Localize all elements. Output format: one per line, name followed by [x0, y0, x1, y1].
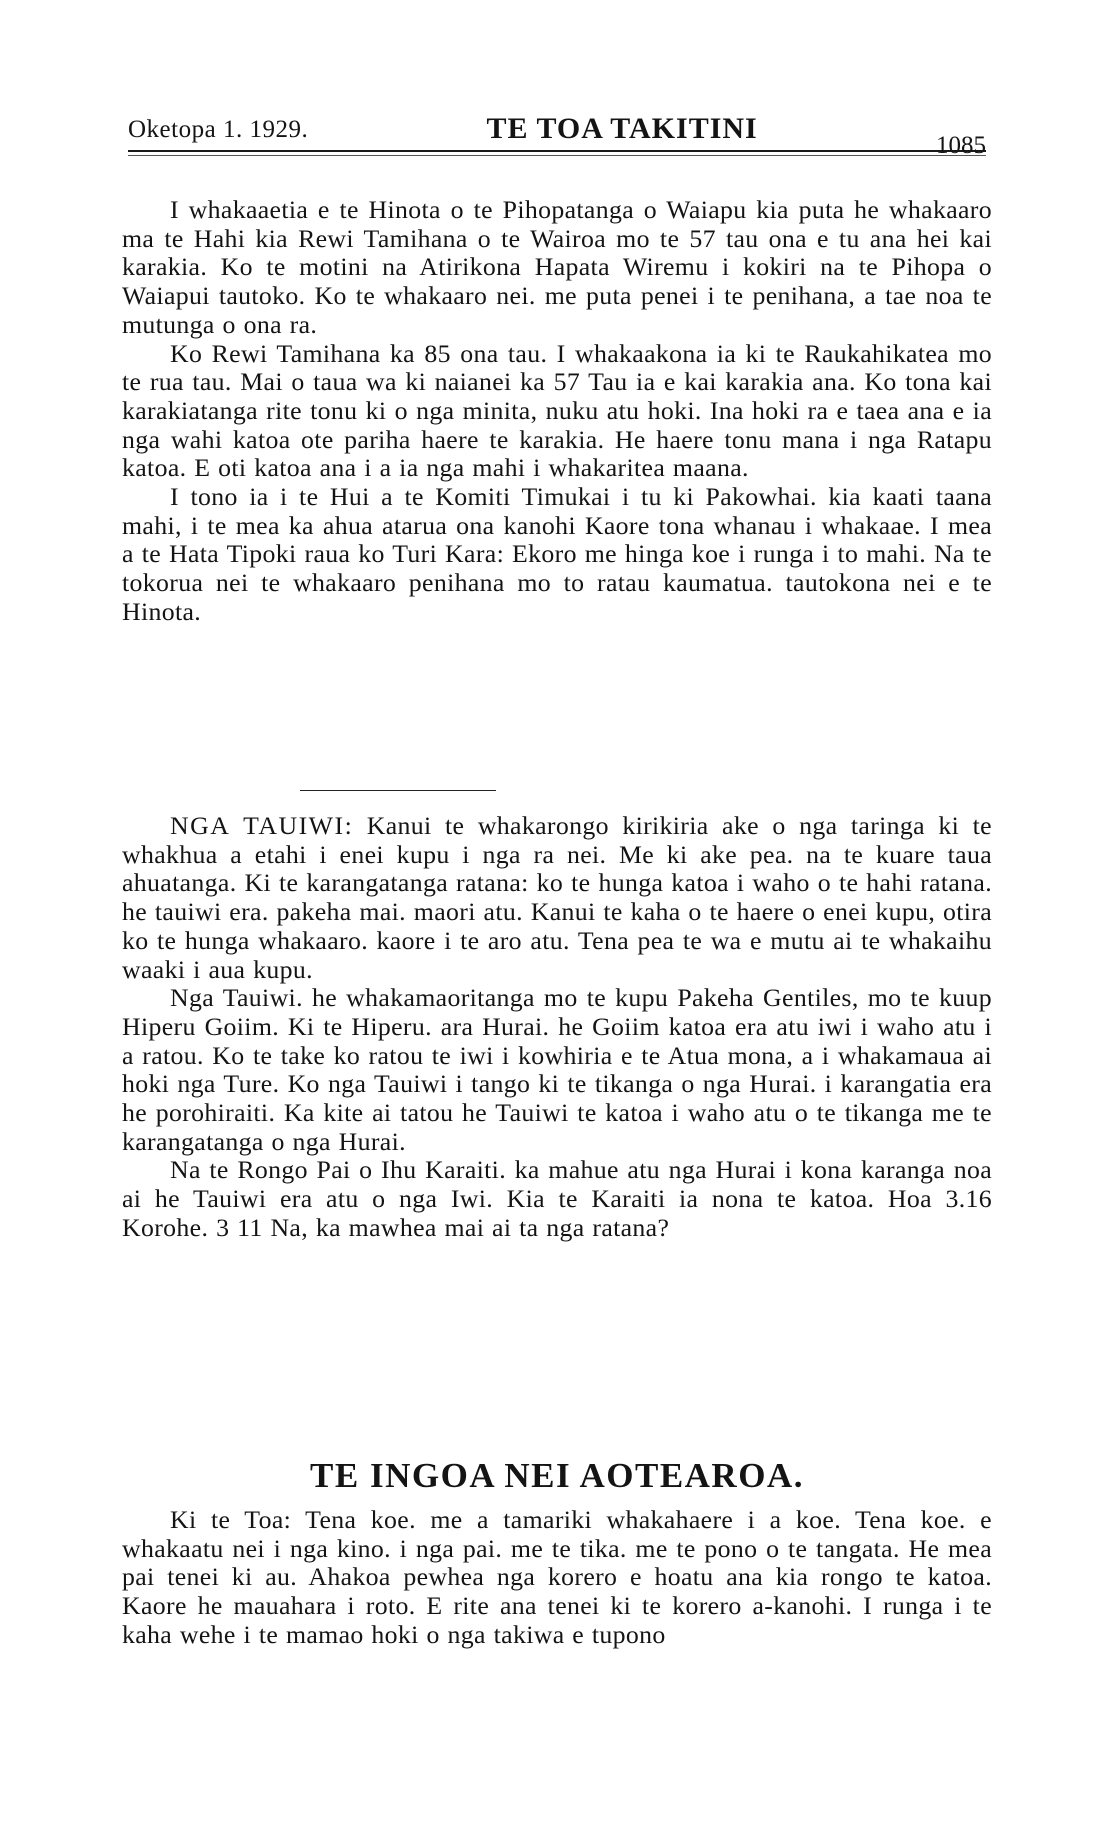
paragraph-text: Kanui te whakarongo kirikiria ake o nga taringa ki te whakhua a etahi i enei kupu i nga ra nei. Me ki ake pea. na te kuare taua ahuatanga. Ki te karangatanga ratana: ko te hunga katoa i waho o te hahi ratana. he tauiwi era. pakeha mai. maori atu. Kanui te kaha o te haere o enei kupu, otira ko te hunga whakaaro. kaore i te aro atu. Tena pea te wa e mutu ai te whakaihu waaki i aua kupu. — [122, 811, 992, 984]
section-divider — [300, 790, 496, 791]
paragraph: Ki te Toa: Tena koe. me a tamariki whakahaere i a koe. Tena koe. e whakaatu nei i nga kino. i nga pai. me te tika. me te pono o te tangata. He mea pai tenei ki au. Ahakoa pewhea nga korero e hoatu ana kia rongo te katoa. Kaore he mauahara i roto. E rite ana tenei ki te korero a-kanohi. I runga i te kaha wehe i te mamao hoki o nga takiwa e tupono — [122, 1505, 992, 1649]
publication-title: TE TOA TAKITINI — [486, 112, 758, 145]
paragraph — [122, 812, 992, 984]
paragraph: I tono ia i te Hui a te Komiti Timukai i tu ki Pakowhai. kia kaati taana mahi, i te mea ka ahua atarua ona kanohi Kaore tona whanau i whakaae. I mea a te Hata Tipoki raua ko Turi Kara: Ekoro me hinga koe i runga i to mahi. Na te tokorua nei te whakaaro penihana mo to ratau kaumatua. tautokona nei e te Hinota. — [122, 482, 992, 626]
paragraph: Na te Rongo Pai o Ihu Karaiti. ka mahue atu nga Hurai i kona karanga noa ai he Tauiwi era atu o nga Iwi. Kia te Karaiti ia nona te katoa. Hoa 3.16 Korohe. 3 11 Na, ka mawhea mai ai ta nga ratana? — [122, 1155, 992, 1242]
paragraph: Nga Tauiwi. he whakamaoritanga mo te kupu Pakeha Gentiles, mo te kuup Hiperu Goiim. Ki te Hiperu. ara Hurai. he Goiim katoa era atu iwi i waho atu i a ratou. Ko te take ko ratou te iwi i kowhiria e te Atua mona, a i whakamaua ai hoki nga Ture. Ko nga Tauiwi i tango ki te tikanga o nga Hurai. i karangatia era he porohiraiti. Ka kite ai tatou he Tauiwi te katoa i waho atu o te tikanga me te karangatanga o nga Hurai. — [122, 983, 992, 1156]
header-rule — [128, 155, 986, 156]
article-rewi-tamihana — [122, 196, 992, 627]
article-nga-tauiwi — [122, 812, 992, 1243]
section-heading: TE INGOA NEI AOTEAROA. — [310, 1456, 804, 1495]
paragraph: I whakaaetia e te Hinota o te Pihopatanga o Waiapu kia puta he whakaaro ma te Hahi kia Rewi Tamihana o te Wairoa mo te 57 tau ona e tu ana hei kai karakia. Ko te motini na Atirikona Hapata Wiremu i kokiri na te Pihopa o Waiapui tautoko. Ko te whakaaro nei. me puta penei i te penihana, a tae noa te mutunga o ona ra. — [122, 195, 992, 339]
page-number: 1085 — [936, 132, 986, 159]
issue-date: Oketopa 1. 1929. — [128, 116, 309, 143]
page-header — [128, 106, 986, 159]
paragraph: Ko Rewi Tamihana ka 85 ona tau. I whakaakona ia ki te Raukahikatea mo te rua tau. Mai o taua wa ki naianei ka 57 Tau ia e kai karakia ana. Ko tona kai karakiatanga rite tonu ki o nga minita, nuku atu hoki. Ina hoki ra e taea ana e ia nga wahi katoa ote pariha haere te karakia. He haere tonu mana i nga Ratapu katoa. E oti katoa ana i a ia nga mahi i whakaritea maana. — [122, 338, 992, 483]
article-aotearoa — [122, 1506, 992, 1650]
article-lead: NGA TAUIWI: — [170, 811, 354, 840]
